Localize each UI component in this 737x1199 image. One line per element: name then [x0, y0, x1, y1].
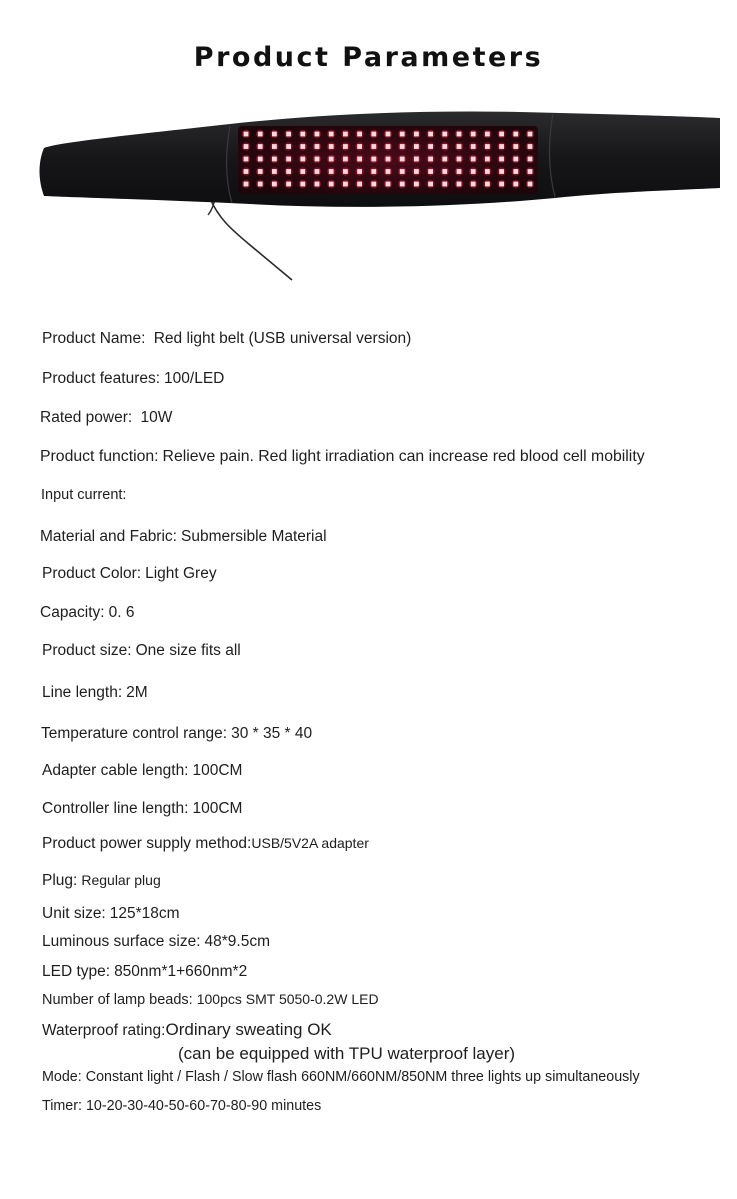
param-value: (can be equipped with TPU waterproof layer): [178, 1044, 516, 1063]
led-bead: [286, 157, 291, 162]
led-bead: [371, 132, 376, 137]
led-bead: [457, 169, 462, 174]
led-bead: [457, 182, 462, 187]
param-waterproof-rating: [42, 1020, 332, 1040]
param-unit-size: [42, 905, 180, 923]
param-product-function: [40, 448, 645, 466]
param-product-color: [42, 565, 217, 583]
led-bead: [428, 169, 433, 174]
led-bead: [400, 182, 405, 187]
param-label: Rated power:: [40, 409, 133, 426]
param-value: 30 * 35 * 40: [231, 725, 313, 742]
led-bead: [428, 144, 433, 149]
param-product-name: [42, 330, 411, 348]
page-title: Product Parameters: [193, 42, 544, 73]
led-bead: [371, 169, 376, 174]
param-label: Unit size:: [42, 905, 106, 922]
led-bead: [528, 132, 533, 137]
param-value: Constant light / Flash / Slow flash 660NM/660NM/850NM three lights up simultaneously: [85, 1069, 640, 1085]
led-bead: [471, 182, 476, 187]
param-value: 2M: [126, 684, 148, 701]
param-value: 100pcs SMT 5050-0.2W LED: [196, 991, 379, 1007]
param-label: Temperature control range:: [41, 725, 228, 742]
led-bead: [414, 144, 419, 149]
led-bead: [400, 144, 405, 149]
param-luminous-surface-size: [42, 933, 270, 951]
led-bead: [286, 182, 291, 187]
led-bead: [457, 144, 462, 149]
led-bead: [300, 144, 305, 149]
led-bead: [272, 144, 277, 149]
led-bead: [258, 182, 263, 187]
param-rated-power: [40, 409, 172, 427]
led-bead: [528, 144, 533, 149]
led-bead: [315, 157, 320, 162]
led-bead: [471, 144, 476, 149]
led-bead: [400, 169, 405, 174]
led-bead: [428, 182, 433, 187]
led-bead: [499, 169, 504, 174]
param-adapter-cable-length: [42, 762, 242, 780]
param-value: USB/5V2A adapter: [251, 835, 369, 851]
led-bead: [457, 132, 462, 137]
led-bead: [528, 157, 533, 162]
led-bead: [513, 144, 518, 149]
param-capacity: [40, 604, 134, 622]
led-bead: [386, 182, 391, 187]
led-bead: [442, 132, 447, 137]
led-bead: [343, 157, 348, 162]
param-label: Controller line length:: [42, 800, 189, 817]
param-label: Capacity:: [40, 604, 105, 621]
led-bead: [400, 132, 405, 137]
param-temperature-range: [41, 725, 312, 743]
led-bead: [258, 132, 263, 137]
led-bead: [386, 157, 391, 162]
param-value: Regular plug: [81, 872, 161, 888]
led-bead: [300, 169, 305, 174]
param-value: Light Grey: [145, 565, 217, 582]
param-product-size: [42, 642, 241, 660]
param-label: Timer:: [42, 1098, 82, 1114]
led-bead: [513, 132, 518, 137]
led-bead: [357, 182, 362, 187]
param-value: 10W: [140, 409, 173, 426]
led-bead: [315, 169, 320, 174]
led-bead: [414, 157, 419, 162]
led-bead: [357, 169, 362, 174]
led-bead: [499, 182, 504, 187]
param-timer: [42, 1098, 321, 1114]
led-bead: [343, 132, 348, 137]
led-bead: [329, 132, 334, 137]
param-value: One size fits all: [135, 642, 241, 659]
param-input-current: [41, 487, 130, 503]
param-label: Line length:: [42, 684, 123, 701]
led-bead: [357, 157, 362, 162]
param-label: Number of lamp beads:: [42, 992, 193, 1008]
param-controller-line-length: [42, 800, 242, 818]
param-lamp-beads: [42, 991, 379, 1008]
param-label: LED type:: [42, 963, 111, 980]
param-label: Adapter cable length:: [42, 762, 189, 779]
led-bead: [343, 169, 348, 174]
led-bead: [329, 169, 334, 174]
led-bead: [315, 132, 320, 137]
led-bead: [457, 157, 462, 162]
param-value: Red light belt (USB universal version): [153, 330, 412, 347]
led-bead: [272, 132, 277, 137]
param-value: 100/LED: [164, 370, 225, 387]
led-bead: [357, 132, 362, 137]
led-bead: [286, 169, 291, 174]
led-bead: [471, 169, 476, 174]
led-bead: [513, 157, 518, 162]
led-bead: [528, 169, 533, 174]
led-bead: [357, 144, 362, 149]
led-bead: [485, 169, 490, 174]
led-bead: [272, 169, 277, 174]
led-bead: [371, 182, 376, 187]
param-label: Product Color:: [42, 565, 142, 582]
led-bead: [258, 144, 263, 149]
param-value: 0. 6: [108, 604, 135, 621]
param-label: Material and Fabric:: [40, 528, 177, 545]
led-bead: [286, 132, 291, 137]
led-bead: [428, 157, 433, 162]
led-bead: [272, 157, 277, 162]
led-bead: [414, 132, 419, 137]
led-bead: [244, 144, 249, 149]
led-bead: [300, 157, 305, 162]
led-bead: [300, 182, 305, 187]
led-bead: [442, 157, 447, 162]
led-bead: [329, 144, 334, 149]
led-bead: [329, 157, 334, 162]
belt-illustration: [0, 100, 737, 300]
led-bead: [428, 132, 433, 137]
led-bead: [414, 182, 419, 187]
param-label: Product function:: [40, 448, 159, 465]
led-bead: [244, 132, 249, 137]
led-bead: [258, 157, 263, 162]
led-bead: [300, 132, 305, 137]
led-bead: [343, 182, 348, 187]
led-bead: [499, 132, 504, 137]
led-bead: [329, 182, 334, 187]
param-value: 125*18cm: [109, 905, 180, 922]
led-bead: [272, 182, 277, 187]
led-bead: [244, 182, 249, 187]
param-value: 48*9.5cm: [204, 933, 271, 950]
led-bead: [386, 144, 391, 149]
param-value: Ordinary sweating OK: [165, 1020, 332, 1039]
param-power-supply-method: [42, 835, 369, 853]
param-value: 10-20-30-40-50-60-70-80-90 minutes: [85, 1098, 322, 1114]
param-value: Submersible Material: [180, 528, 327, 545]
param-value: 100CM: [192, 762, 243, 779]
param-label: Luminous surface size:: [42, 933, 201, 950]
led-bead: [343, 144, 348, 149]
led-bead: [386, 169, 391, 174]
param-label: Product size:: [42, 642, 132, 659]
led-bead: [485, 182, 490, 187]
param-line-length: [42, 684, 148, 702]
param-material: [40, 528, 327, 546]
led-bead: [386, 132, 391, 137]
param-mode: [42, 1069, 640, 1085]
led-bead: [513, 169, 518, 174]
led-bead: [485, 144, 490, 149]
param-label: Mode:: [42, 1069, 82, 1085]
led-bead: [244, 157, 249, 162]
led-bead: [442, 182, 447, 187]
param-value: 100CM: [192, 800, 243, 817]
led-bead: [244, 169, 249, 174]
param-led-type: [42, 963, 247, 981]
led-bead: [485, 157, 490, 162]
param-label: Waterproof rating:: [42, 1022, 166, 1039]
led-bead: [442, 169, 447, 174]
led-bead: [371, 144, 376, 149]
led-bead: [414, 169, 419, 174]
param-label: Plug:: [42, 872, 78, 889]
led-bead: [258, 169, 263, 174]
led-bead: [315, 144, 320, 149]
param-label: Input current:: [41, 487, 127, 503]
red-light-belt-image: [0, 100, 737, 300]
param-plug: [42, 872, 161, 890]
led-bead: [485, 132, 490, 137]
param-label: Product power supply method:: [42, 835, 252, 852]
param-value: 850nm*1+660nm*2: [114, 963, 248, 980]
led-bead: [400, 157, 405, 162]
led-bead: [442, 144, 447, 149]
led-bead: [513, 182, 518, 187]
param-product-features: [42, 370, 224, 388]
led-bead: [499, 144, 504, 149]
led-bead: [286, 144, 291, 149]
param-value: Relieve pain. Red light irradiation can increase red blood cell mobility: [162, 448, 645, 465]
param-label: Product features:: [42, 370, 161, 387]
param-waterproof-note: [178, 1044, 515, 1064]
led-bead: [471, 132, 476, 137]
led-bead: [371, 157, 376, 162]
led-bead: [315, 182, 320, 187]
led-bead: [471, 157, 476, 162]
led-bead: [499, 157, 504, 162]
param-label: Product Name:: [42, 330, 146, 347]
led-bead: [528, 182, 533, 187]
